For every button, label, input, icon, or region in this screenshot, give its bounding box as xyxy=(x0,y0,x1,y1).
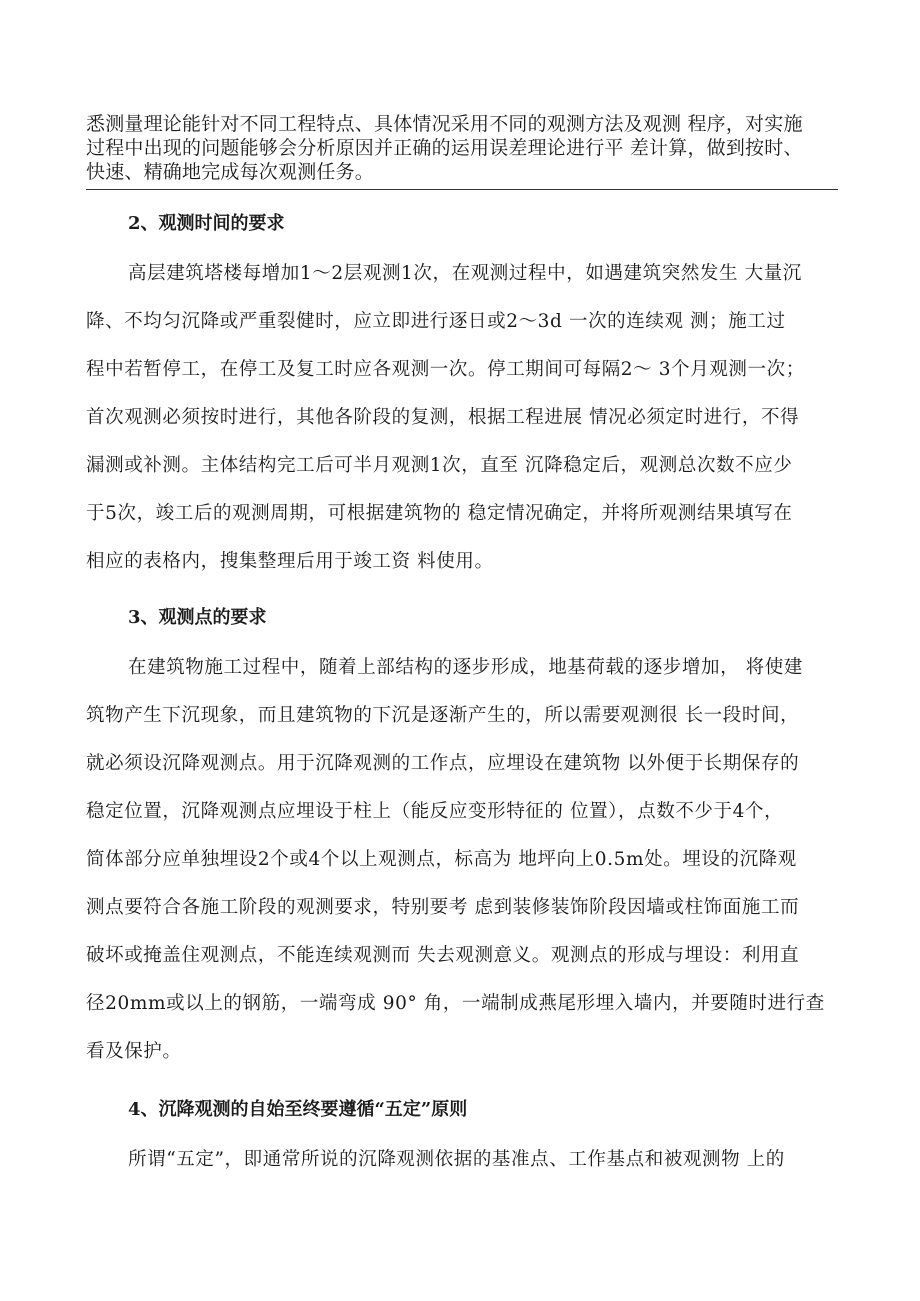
paragraph-line: 降、不均匀沉降或严重裂健时，应立即进行逐日或2～3d 一次的连续观 测；施工过 xyxy=(86,311,786,332)
intro-paragraph xyxy=(86,112,838,184)
section-3-heading: 3、观测点的要求 xyxy=(128,607,267,628)
paragraph-line: 稳定位置，沉降观测点应埋设于柱上（能反应变形特征的 位置），点数不少于4个， xyxy=(86,801,784,822)
intro-line: 快速、精确地完成每次观测任务。 xyxy=(86,161,375,183)
header-divider xyxy=(86,189,838,190)
section-2-paragraph xyxy=(86,250,838,586)
paragraph-line: 就必须设沉降观测点。用于沉降观测的工作点，应埋设在建筑物 以外便于长期保存的 xyxy=(86,753,800,774)
paragraph-line: 所谓“五定”，即通常所说的沉降观测依据的基准点、工作基点和被观测物 上的 xyxy=(128,1149,785,1170)
document-body xyxy=(86,198,838,1184)
paragraph-line: 程中若暂停工，在停工及复工时应各观测一次。停工期间可每隔2～ 3个月观测一次； xyxy=(86,359,805,380)
intro-line: 过程中出现的问题能够会分析原因并正确的运用误差理论进行平 差计算，做到按时、 xyxy=(86,137,803,159)
paragraph-line: 测点要符合各施工阶段的观测要求，特别要考 虑到装修装饰阶段因墙或柱饰面施工而 xyxy=(86,897,800,918)
paragraph-line: 径20mm或以上的钢筋，一端弯成 90° 角，一端制成燕尾形埋入墙内，并要随时进行查 xyxy=(86,993,825,1014)
paragraph-line: 高层建筑塔楼每增加1～2层观测1次，在观测过程中，如遇建筑突然发生 大量沉 xyxy=(128,263,802,284)
paragraph-line: 相应的表格内，搜集整理后用于竣工资 料使用。 xyxy=(86,551,494,572)
section-4-paragraph xyxy=(86,1136,838,1184)
section-4-heading: 4、沉降观测的自始至终要遵循“五定”原则 xyxy=(128,1099,468,1120)
paragraph-line: 简体部分应单独埋设2个或4个以上观测点，标高为 地坪向上0.5m处。埋设的沉降观 xyxy=(86,849,797,870)
paragraph-line: 看及保护。 xyxy=(86,1041,182,1062)
paragraph-line: 破坏或掩盖住观测点，不能连续观测而 失去观测意义。观测点的形成与埋设：利用直 xyxy=(86,945,800,966)
section-2-heading: 2、观测时间的要求 xyxy=(128,213,285,234)
paragraph-line: 漏测或补测。主体结构完工后可半月观测1次，直至 沉降稳定后，观测总次数不应少 xyxy=(86,455,793,476)
paragraph-line: 筑物产生下沉现象，而且建筑物的下沉是逐渐产生的，所以需要观测很 长一段时间， xyxy=(86,705,800,726)
paragraph-line: 在建筑物施工过程中，随着上部结构的逐步形成，地基荷载的逐步增加， 将使建 xyxy=(128,657,803,678)
section-3-paragraph xyxy=(86,644,838,1076)
paragraph-line: 首次观测必须按时进行，其他各阶段的复测，根据工程进展 情况必须定时进行，不得 xyxy=(86,407,800,428)
intro-line: 悉测量理论能针对不同工程特点、具体情况采用不同的观测方法及观测 程序，对实施 xyxy=(86,113,803,135)
paragraph-line: 于5次，竣工后的观测周期，可根据建筑物的 稳定情况确定，并将所观测结果填写在 xyxy=(86,503,793,524)
